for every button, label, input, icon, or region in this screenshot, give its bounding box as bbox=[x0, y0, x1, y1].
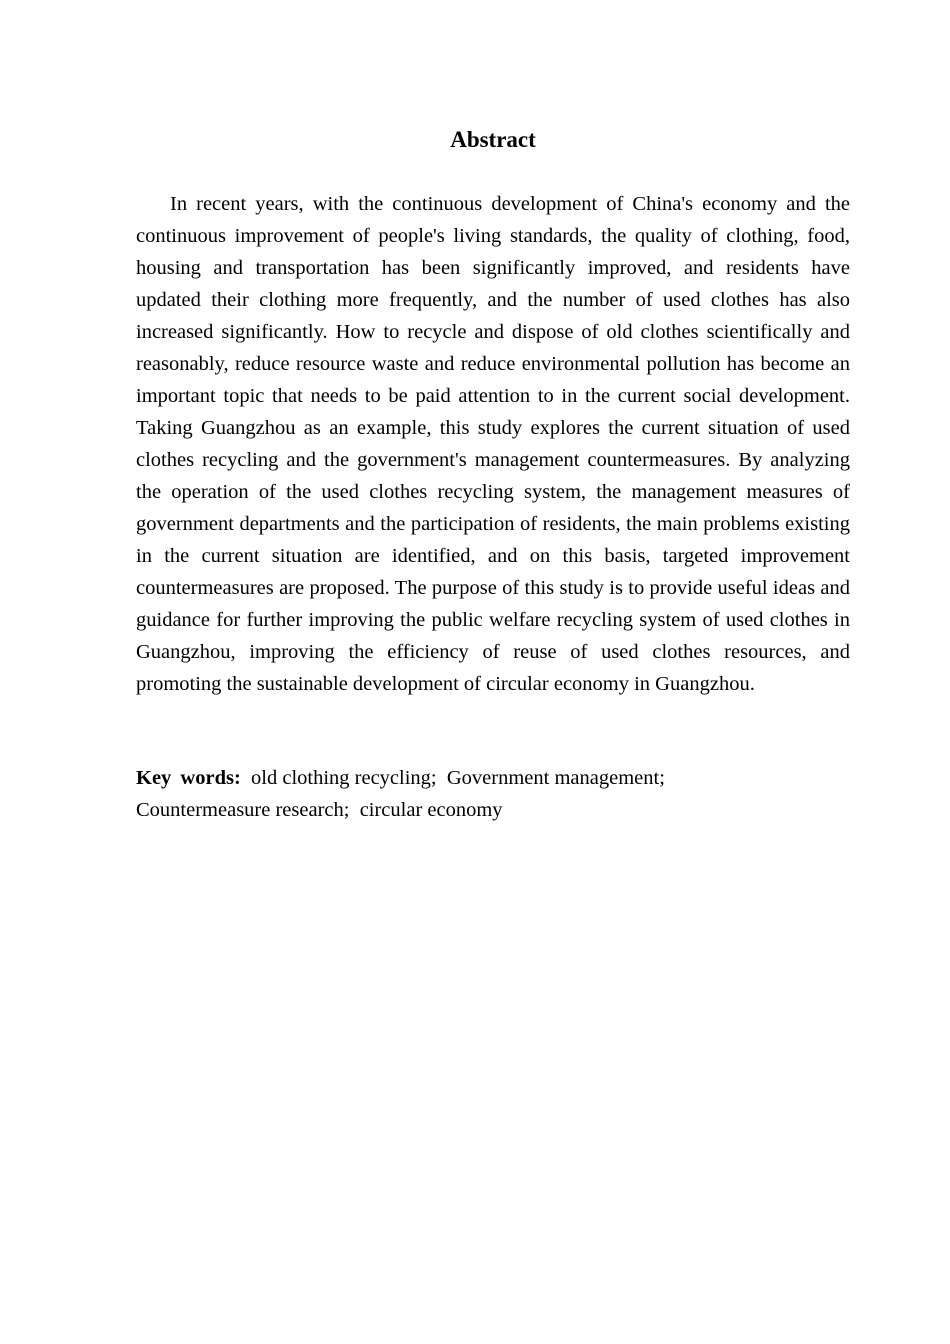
keywords-list-2: Countermeasure research; circular economy bbox=[136, 799, 503, 821]
keywords-section bbox=[136, 762, 850, 826]
keywords-line-2 bbox=[136, 794, 850, 826]
keywords-label: Key words: bbox=[136, 767, 241, 789]
abstract-title: Abstract bbox=[450, 127, 536, 152]
keywords-line-1 bbox=[136, 762, 850, 794]
keywords-list-1: old clothing recycling; Government management; bbox=[251, 767, 665, 789]
abstract-body: In recent years, with the continuous development of China's economy and the continuous improvement of people's living standards, the quality of clothing, food, housing and transportation has been significantly improved, and residents have updated their clothing more frequently, and the number of used clothes has also increased significantly. How to recycle and dispose of old clothes scientifically and reasonably, reduce resource waste and reduce environmental pollution has become an important topic that needs to be paid attention to in the current social development. Taking Guangzhou as an example, this study explores the current situation of used clothes recycling and the government's management countermeasures. By analyzing the operation of the used clothes recycling system, the management measures of government departments and the participation of residents, the main problems existing in the current situation are identified, and on this basis, targeted improvement countermeasures are proposed. The purpose of this study is to provide useful ideas and guidance for further improving the public welfare recycling system of used clothes in Guangzhou, improving the efficiency of reuse of used clothes resources, and promoting the sustainable development of circular economy in Guangzhou. bbox=[136, 193, 850, 695]
